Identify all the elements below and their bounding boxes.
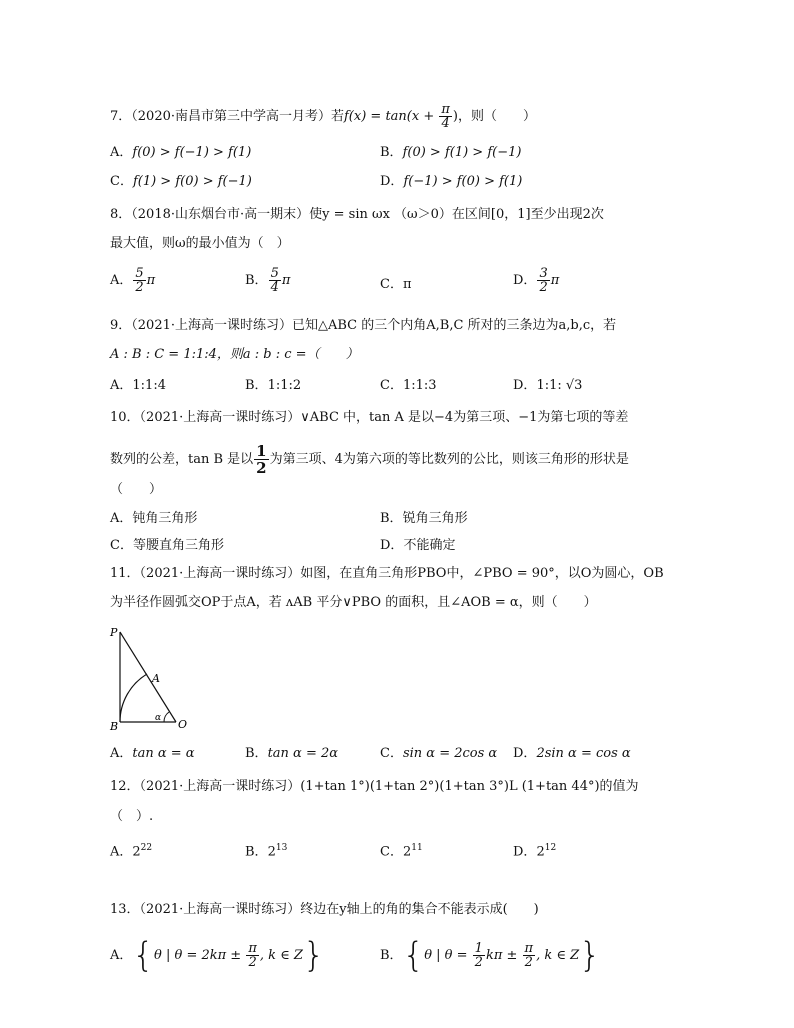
q8-option-b[interactable]: B． $\frac{5}{4}$ π [245, 266, 291, 295]
q10-option-c[interactable]: C．等腰直角三角形 [110, 538, 224, 553]
q7-option-d[interactable]: D．f(−1) > f(0) > f(1) [380, 174, 523, 189]
q7-option-c[interactable]: C．f(1) > f(0) > f(−1) [110, 174, 252, 189]
q8-option-c[interactable]: C．π [380, 277, 412, 292]
q8-source: （2018·山东烟台市·高一期末） [131, 207, 310, 222]
q10-fraction: $\frac{1}{2}$ [256, 442, 267, 477]
q11-stem-line2: 为半径作圆弧交OP于点A，若 ᴧAB 平分∨PBO 的面积，且∠AOB = α，则（ ） [110, 595, 597, 610]
q7-option-a[interactable]: A．f(0) > f(−1) > f(1) [110, 145, 252, 160]
q12-option-b[interactable]: B．$2^{13}$ [245, 843, 288, 860]
right-brace-icon: } [579, 935, 601, 976]
q9-number: 9． [110, 318, 132, 333]
q13-option-b[interactable]: B．{θ | θ = $\frac{1}{2}$ kπ ± $\frac{\pi}{2}$ , k ∈ Z} [380, 935, 601, 976]
label-p: P [110, 626, 118, 639]
q7-expr-a: f(x) = tan(x + [344, 109, 439, 124]
q12-number: 12． [110, 779, 140, 794]
q7-stem [110, 103, 536, 130]
q12-stem-line2: （ ）. [110, 809, 154, 824]
q8-number: 8． [110, 207, 132, 222]
q9-option-d[interactable]: D．1:1: √3 [513, 378, 583, 393]
q9-option-b[interactable]: B．1:1:2 [245, 378, 302, 393]
label-o: O [178, 718, 188, 731]
q10-option-a[interactable]: A．钝角三角形 [110, 511, 198, 526]
q10-stem-line3: （ ） [110, 482, 163, 497]
q13-option-a[interactable]: A．{θ | θ = 2kπ ± $\frac{\pi}{2}$ , k ∈ Z} [110, 935, 325, 976]
q8-option-a[interactable]: A． $\frac{5}{2}$ π [110, 266, 156, 295]
q12-source: （2021·上海高一课时练习） [139, 779, 301, 794]
q11-source: （2021·上海高一课时练习） [139, 566, 301, 581]
left-brace-icon: { [402, 935, 425, 976]
q7-fraction: $\frac{\pi}{4}$ [441, 102, 450, 131]
arc-ab [120, 674, 147, 722]
q12-option-d[interactable]: D．$2^{12}$ [513, 843, 557, 860]
q13-stem: 13．（2021·上海高一课时练习）终边在y轴上的角的集合不能表示成( ) [110, 902, 539, 917]
q9-stem-line2: A : B : C = 1:1:4，则a : b : c =（ ） [110, 347, 359, 362]
q7-expr-b: )，则（ ） [452, 109, 536, 124]
q10-option-b[interactable]: B．锐角三角形 [380, 511, 468, 526]
q10-stem-line2: 数列的公差，tan B 是以 $\frac{1}{2}$ 为第三项、4为第六项的等比数列的公比，则该三角形的形状是 [110, 442, 629, 477]
segment-po [120, 632, 176, 722]
q7-option-b[interactable]: B．f(0) > f(1) > f(−1) [380, 145, 522, 160]
q12-stem-line1: 12．（2021·上海高一课时练习）(1+tan 1°)(1+tan 2°)(1+tan 3°)L (1+tan 44°)的值为 [110, 779, 639, 794]
q11-stem-line1: 11．（2021·上海高一课时练习）如图，在直角三角形PBO中，∠PBO = 90°，以O为圆心，OB [110, 566, 664, 581]
label-b: B [110, 720, 119, 732]
q9-source: （2021·上海高一课时练习） [131, 318, 292, 333]
q10-option-d[interactable]: D．不能确定 [380, 538, 456, 553]
q9-option-a[interactable]: A．1:1:4 [110, 378, 166, 393]
q10-source: （2021·上海高一课时练习） [139, 410, 301, 425]
q13-number: 13． [110, 902, 140, 917]
q8-stem-line1: 8．（2018·山东烟台市·高一期末）使y = sin ωx （ω＞0）在区间[0，1]至少出现2次 [110, 207, 604, 222]
q11-option-a[interactable]: A．tan α = α [110, 746, 195, 761]
q9-option-c[interactable]: C．1:1:3 [380, 378, 437, 393]
q11-option-c[interactable]: C．sin α = 2cos α [380, 746, 498, 761]
angle-alpha-mark [164, 712, 169, 722]
q8-option-d[interactable]: D． $\frac{3}{2}$ π [513, 266, 560, 295]
q8-stem-line2: 最大值，则ω的最小值为（ ） [110, 236, 290, 251]
label-a: A [152, 672, 160, 685]
q13-source: （2021·上海高一课时练习） [139, 902, 301, 917]
left-brace-icon: { [132, 935, 155, 976]
q10-number: 10． [110, 410, 140, 425]
q11-triangle-figure [108, 624, 188, 732]
q11-option-b[interactable]: B．tan α = 2α [245, 746, 339, 761]
q11-number: 11． [110, 566, 140, 581]
label-alpha: α [155, 713, 162, 723]
q11-option-d[interactable]: D．2sin α = cos α [513, 746, 631, 761]
q7-source: （2020·南昌市第三中学高一月考）若 [131, 109, 344, 124]
q7-number: 7． [110, 109, 132, 124]
right-brace-icon: } [302, 935, 325, 976]
q12-option-c[interactable]: C．$2^{11}$ [380, 843, 423, 860]
q10-stem-line1: 10．（2021·上海高一课时练习）∨ABC 中，tan A 是以−4为第三项、−1为第七项的等差 [110, 410, 629, 425]
q9-stem-line1: 9．（2021·上海高一课时练习）已知△ABC 的三个内角A,B,C 所对的三条边为a,b,c，若 [110, 318, 617, 333]
q12-option-a[interactable]: A．$2^{22}$ [110, 843, 153, 860]
